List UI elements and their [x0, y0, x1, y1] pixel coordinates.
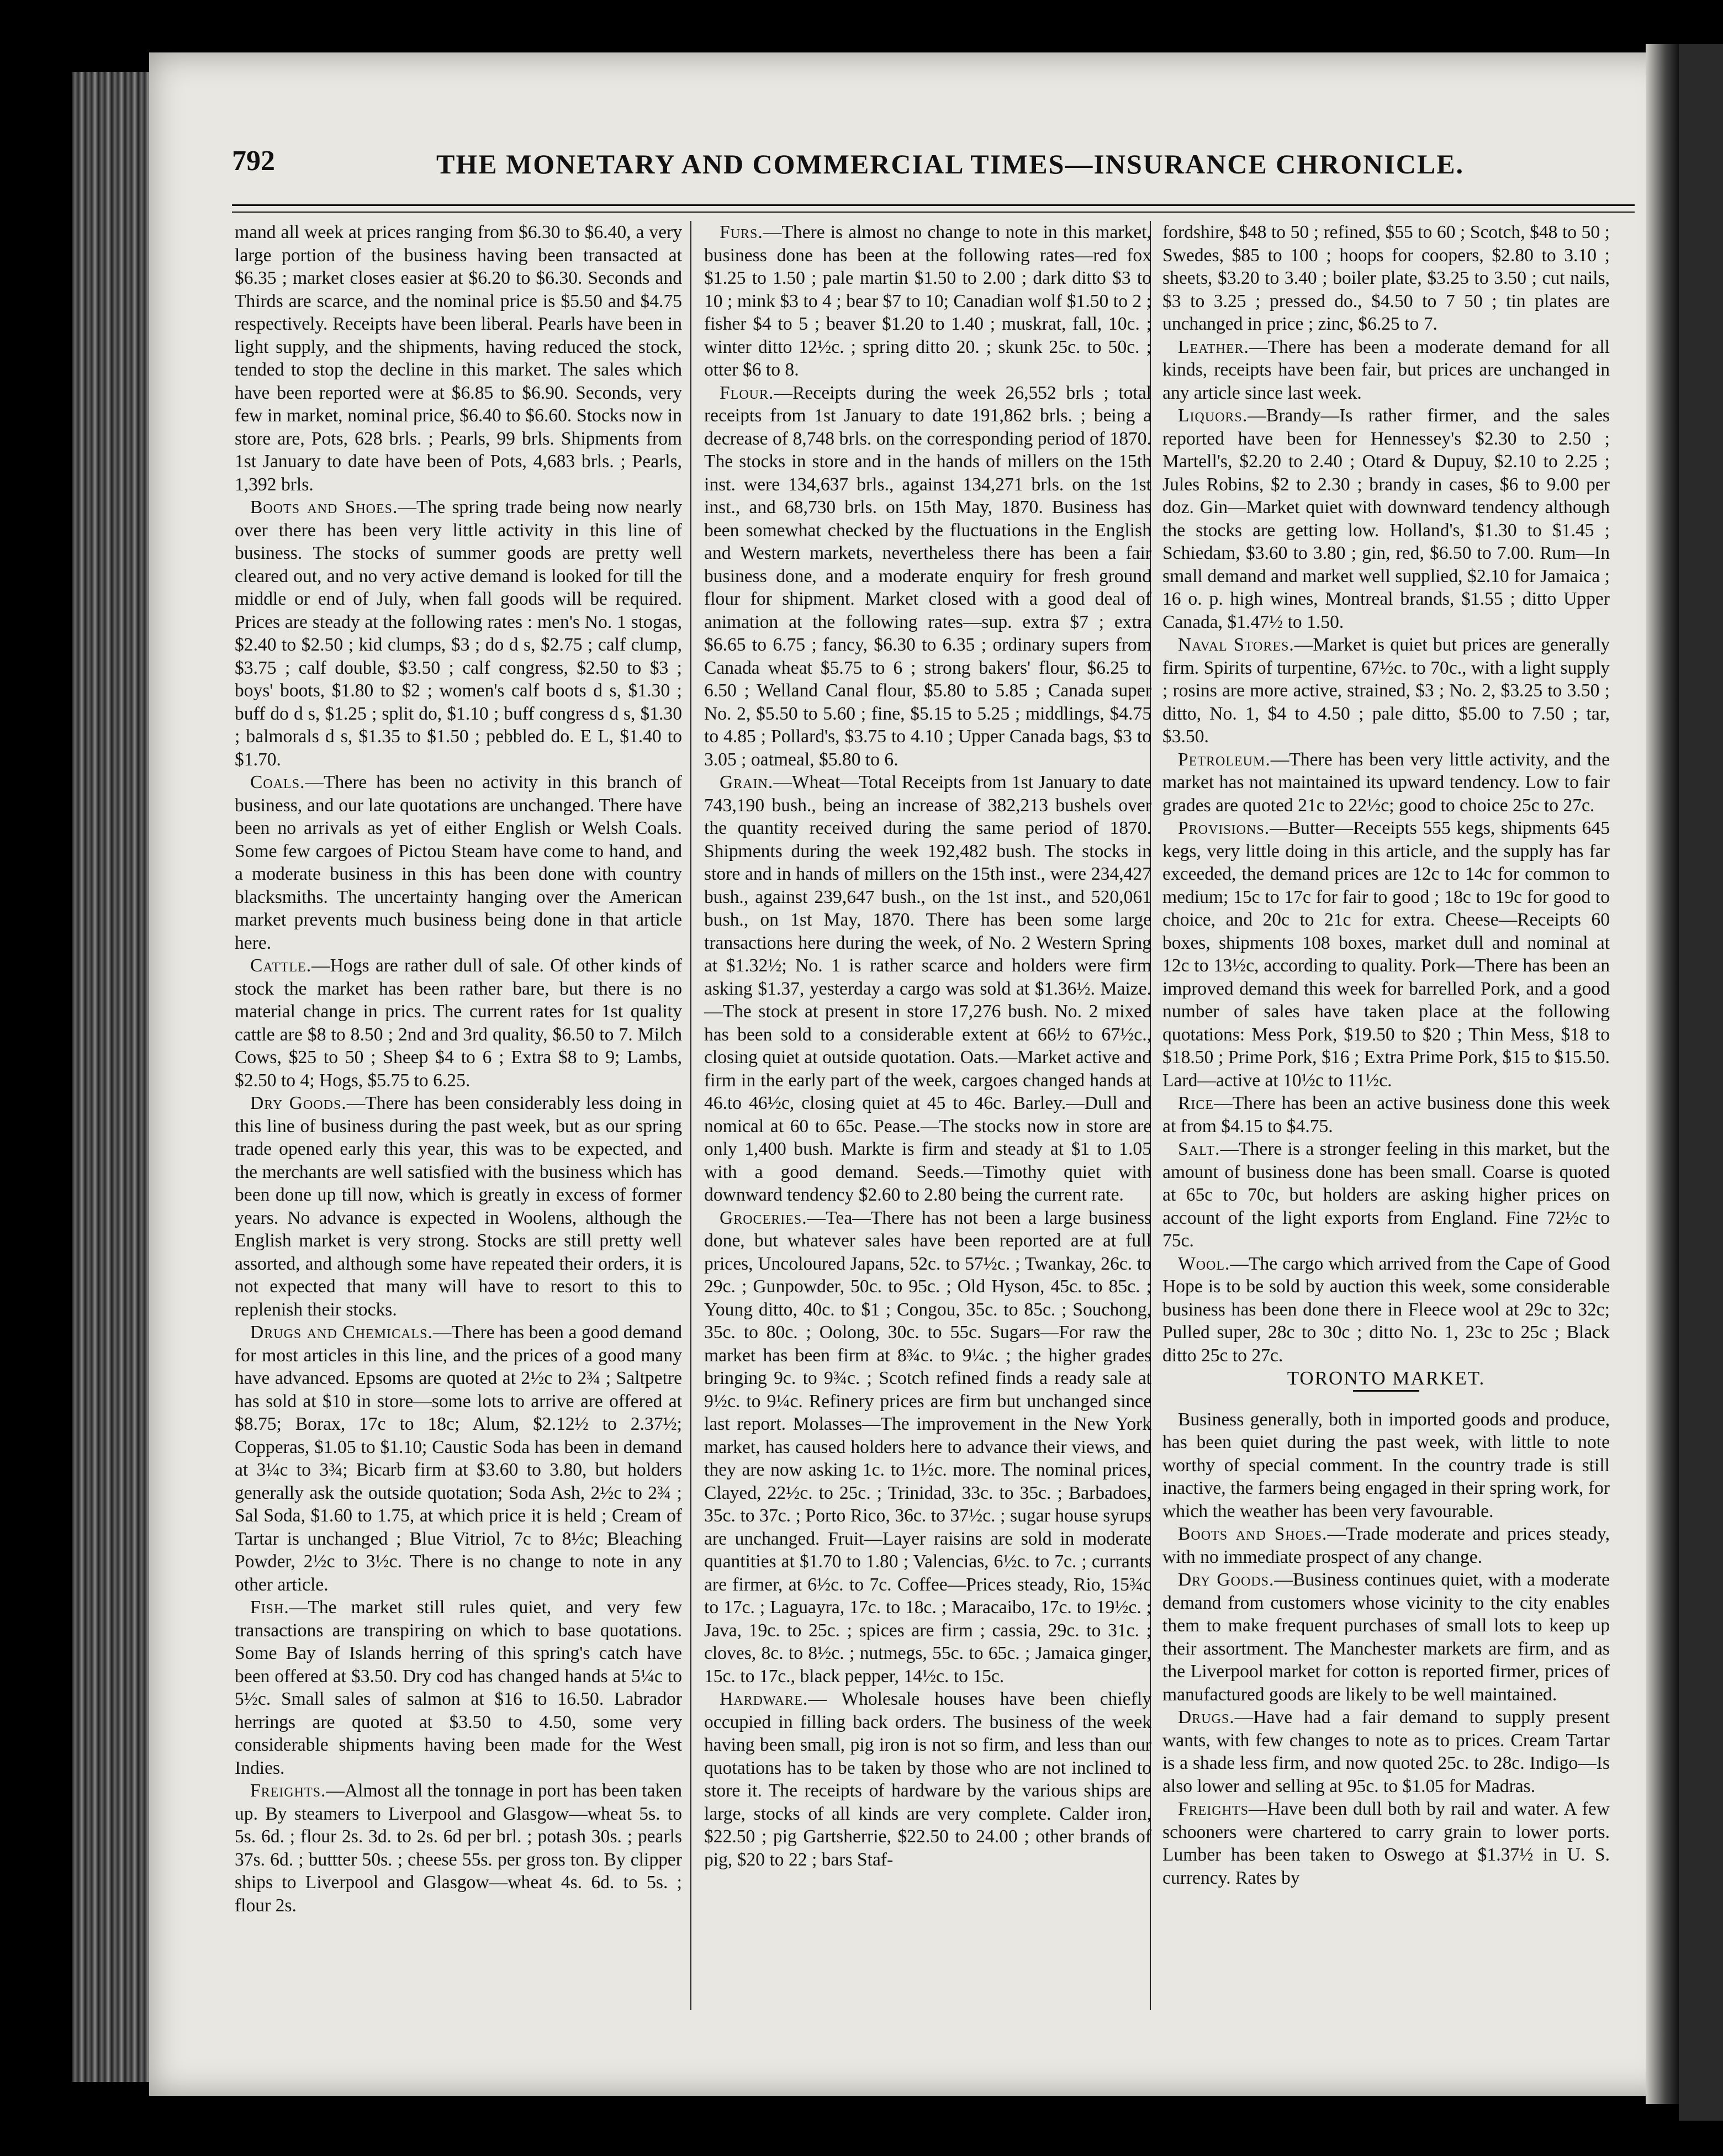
paragraph-leather — [1162, 336, 1610, 405]
paragraph-toronto-dry-goods — [1162, 1568, 1610, 1706]
section-body: —There is almost no change to note in this market, business done has been at the following rates—red fox $1.25 to 1.50 ; pale martin $1.50 to 2.00 ; dark ditto $3 to 10 ; mink $3 to 4 ; bear $7 to 10; Canadian wolf $1.50 to 2 ; fisher $4 to 5 ; beaver $1.20 to 1.40 ; muskrat, fall, 10c. ; winter ditto 12½c. ; spring ditto 20. ; skunk 25c. to 50c. ; otter $6 to 8. — [704, 222, 1151, 380]
section-body: —Butter—Receipts 555 kegs, shipments 645 kegs, very little doing in this article, and the supply has far exceeded, the demand prices are 12c to 14c for common to medium; 15c to 17c for fair to good ; 18c to 19c for good to choice, and 20c to 21c for extra. Cheese—Receipts 60 boxes, shipments 108 boxes, market dull and nominal at 12c to 13½c, according to quality. Pork—There has been an improved demand this week for barrelled Pork, and a good number of sales have taken place at the following quotations: Mess Pork, $19.50 to $20 ; Thin Mess, $18 to $18.50 ; Prime Pork, $16 ; Extra Prime Pork, $15 to $15.50. Lard—active at 10½c to 11½c. — [1162, 818, 1610, 1091]
paragraph-toronto-boots — [1162, 1523, 1610, 1568]
paragraph-dry-goods — [235, 1092, 682, 1321]
paragraph-wool — [1162, 1253, 1610, 1367]
paragraph-hardware — [704, 1688, 1151, 1871]
section-head: Drugs. — [1178, 1707, 1235, 1727]
section-head: Hardware. — [720, 1689, 808, 1709]
section-body: —There has been a good demand for most articles in this line, and the prices of a good many have advanced. Epsoms are quoted at 2½c to 2¾ ; Saltpetre has sold at $10 in store—some lots to arrive are offered at $8.75; Borax, 17c to 18c; Alum, $2.12½ to 2.37½; Copperas, $1.05 to $1.10; Caustic Soda has been in demand at 3¼c to 3¾; Bicarb firm at $3.60 to 3.80, but holders generally ask the outside quotation; Soda Ash, 2½c to 2¾ ; Sal Soda, $1.60 to 1.75, at which price it is held ; Cream of Tartar is unchanged ; Blue Vitriol, 7c to 8½c; Bleaching Powder, 2½c to 3½c. There is no change to note in any other article. — [235, 1322, 682, 1595]
book-gutter — [1646, 44, 1679, 2104]
section-body: —There has been an active business done this week at from $4.15 to $4.75. — [1162, 1093, 1610, 1137]
section-body: —Almost all the tonnage in port has been taken up. By steamers to Liverpool and Glasgow—wheat 5s. to 5s. 6d. ; flour 2s. 3d. to 2s. 6d per brl. ; potash 30s. ; pearls 37s. 6d. ; buttter 50s. ; cheese 55s. per gross ton. By clipper ships to Liverpool and Glasgow—wheat 4s. 6d. to 5s. ; flour 2s. — [235, 1780, 682, 1916]
paragraph: mand all week at prices ranging from $6.30 to $6.40, a very large portion of the business having been transacted at $6.35 ; market closes easier at $6.20 to $6.30. Seconds and Thirds are scarce, and the nominal price is $5.50 and $4.75 respectively. Receipts have been liberal. Pearls have been in light supply, and the shipments, having reduced the stock, tended to stop the decline in this market. The sales which have been reported were at $6.85 to $6.90. Seconds, very few in market, nominal price, $6.40 to $6.60. Stocks now in store are, Pots, 628 brls. ; Pearls, 99 brls. Shipments from 1st January to date have been of Pots, 4,683 brls. ; Pearls, 1,392 brls. — [235, 222, 682, 495]
section-body: —Hogs are rather dull of sale. Of other kinds of stock the market has been rather bare, but there is no material change in prics. The current rates for 1st quality cattle are $8 to 8.50 ; 2nd and 3rd quality, $6.50 to 7. Milch Cows, $25 to 50 ; Sheep $4 to 6 ; Extra $8 to 9; Lambs, $2.50 to 4; Hogs, $5.75 to 6.25. — [235, 955, 682, 1091]
section-body: —The spring trade being now nearly over there has been very little activity in this line of business. The stocks of summer goods are pretty well cleared out, and no very active demand is looked for till the middle or end of July, when fall goods will be required. Prices are steady at the following rates : men's No. 1 stogas, $2.40 to $2.50 ; kid clumps, $3 ; do d s, $2.75 ; calf clump, $3.75 ; calf double, $3.50 ; calf congress, $2.50 to $3 ; boys' boots, $1.80 to $2 ; women's calf boots d s, $1.30 ; buff do d s, $1.25 ; split do, $1.10 ; buff congress d s, $1.30 ; balmorals d s, $1.35 to $1.50 ; pebbled do. E L, $1.40 to $1.70. — [235, 497, 682, 770]
section-head: Wool. — [1178, 1253, 1230, 1274]
section-head: Fish. — [250, 1597, 289, 1618]
section-body: —There has been no activity in this branch of business, and our late quotations are unchanged. There have been no arrivals as yet of either English or Welsh Coals. Some few cargoes of Pictou Steam have come to hand, and a moderate business in this has been done with country blacksmiths. The uncertainty hanging over the American market prevents much business being done in that article here. — [235, 772, 682, 953]
header-rule — [232, 204, 1635, 213]
paragraph-salt — [1162, 1138, 1610, 1253]
section-body: —There has been very little activity, and the market has not maintained its upward tendency. Low to fair grades are quoted 21c to 22½c; good to choice 25c to 27c. — [1162, 749, 1610, 816]
section-body: —There is a stronger feeling in this market, but the amount of business done has been small. Coarse is quoted at 65c to 70c, but holders are asking higher prices on account of the light exports from England. Fine 72½c to 75c. — [1162, 1139, 1610, 1251]
section-body: —Business continues quiet, with a moderate demand from customers whose vicinity to the city enables them to make frequent purchases of small lots to keep up their assortment. The Manchester markets are firm, and as the Liverpool market for cotton is reported firmer, prices of manufactured goods are likely to be well maintained. — [1162, 1570, 1610, 1705]
section-body: —Market is quiet but prices are generally firm. Spirits of turpentine, 67½c. to 70c., with a light supply ; rosins are more active, strained, $3 ; No. 2, $3.25 to 3.50 ; ditto, No. 1, $4 to 4.50 ; pale ditto, $5.00 to 7.50 ; tar, $3.50. — [1162, 635, 1610, 747]
section-head: Coals. — [250, 772, 305, 792]
paragraph-petroleum — [1162, 748, 1610, 817]
section-body: —The market still rules quiet, and very few transactions are transpiring on which to base quotations. Some Bay of Islands herring of this spring's catch have been offered at $3.50. Dry cod has changed hands at 5¼c to 5½c. Small sales of salmon at $16 to 16.50. Labrador herrings are quoted at $3.50 to 4.50, some very considerable shipments having been made for the West Indies. — [235, 1597, 682, 1778]
paragraph-furs — [704, 221, 1151, 382]
right-page-edge — [1679, 44, 1723, 2121]
section-head: Freights — [1178, 1799, 1249, 1819]
column-rule — [690, 221, 691, 2010]
section-head: Naval Stores. — [1178, 635, 1294, 655]
column-1 — [235, 221, 682, 1917]
section-head: Furs. — [720, 222, 763, 242]
section-head: Leather. — [1178, 336, 1249, 357]
running-head: THE MONETARY AND COMMERCIAL TIMES—INSURANCE CHRONICLE. — [436, 149, 1465, 179]
page-number: 792 — [232, 145, 275, 177]
paragraph-fish — [235, 1596, 682, 1779]
toronto-market-heading: TORONTO MARKET. — [1287, 1367, 1486, 1389]
section-body: —There has been a moderate demand for all kinds, receipts have been fair, but prices are unchanged in any article since last week. — [1162, 336, 1610, 403]
paragraph-freights — [235, 1779, 682, 1917]
section-body: —Trade moderate and prices steady, with no immediate prospect of any change. — [1162, 1524, 1610, 1567]
section-body: —Tea—There has not been a large business done, but whatever sales have been reported are at full prices, Uncoloured Japans, 52c. to 57½c. ; Twankay, 26c. to 29c. ; Gunpowder, 50c. to 95c. ; Old Hyson, 45c. to 85c. ; Young ditto, 40c. to $1 ; Congou, 35c. to 85c. ; Souchong, 35c. to 80c. ; Oolong, 30c. to 55c. Sugars—For raw the market has been firm at 8¾c. to 9¼c. ; the higher grades bringing 9c. to 9¾c. ; Scotch refined finds a ready sale at 9½c. to 9¼c. Refinery prices are firm but unchanged since last report. Molasses—The improvement in the New York market, has caused holders here to advance their views, and they are now asking 1c. to 1½c. more. The nominal prices, Clayed, 22½c. to 25c. ; Trinidad, 33c. to 35c. ; Barbadoes, 35c. to 37c. ; Porto Rico, 36c. to 37½c. ; sugar house syrups are unchanged. Fruit—Layer raisins are sold in moderate quantities at $1.70 to 1.80 ; Valencias, 6½c. to 7c. ; currants are firmer, at 6½c. to 7c. Coffee—Prices steady, Rio, 15¾c to 17c. ; Laguayra, 17c. to 18c. ; Maracaibo, 17c. to 19½c. ; Java, 19c. to 25c. ; spices are firm ; cassia, 29c. to 31c. ; cloves, 8c. to 8½c. ; nutmegs, 55c. to 65c. ; Jamaica ginger, 15c. to 17c., black pepper, 14½c. to 15c. — [704, 1207, 1151, 1687]
heading-rule — [1353, 1390, 1419, 1392]
section-head: Rice — [1178, 1093, 1214, 1113]
section-body: — Wholesale houses have been chiefly occupied in filling back orders. The business of the week having been small, pig iron is not so firm, and less than our quotations has to be taken by those who are not inclined to store it. The receipts of hardware by the various ships are large, stocks of all kinds are very complete. Calder iron, $22.50 ; pig Gartsherrie, $22.50 to 24.00 ; other brands of pig, $20 to 22 ; bars Staf- — [704, 1689, 1151, 1870]
paragraph-liquors — [1162, 404, 1610, 633]
section-head: Drugs and Chemicals. — [250, 1322, 433, 1343]
section-body: —Receipts during the week 26,552 brls ; total receipts from 1st January to date 191,862 brls. ; being a decrease of 8,748 brls. on the corresponding period of 1870. The stocks in store and in the hands of millers on the 15th inst. were 134,637 brls., against 134,271 brls. on the 1st inst., and 68,730 brls. on 15th May, 1870. Business has been somewhat checked by the fluctuations in the English and Western markets, nevertheless there has been a fair business done, and a moderate enquiry for fresh ground flour for shipment. Market closed with a good deal of animation at the following rates—sup. extra $7 ; extra $6.65 to 6.75 ; fancy, $6.30 to 6.35 ; ordinary supers from Canada wheat $5.75 to 6 ; strong bakers' flour, $6.25 to 6.50 ; Welland Canal flour, $5.80 to 5.85 ; Canada super No. 2, $5.50 to 5.60 ; fine, $5.15 to 5.25 ; middlings, $4.75 to 4.85 ; Pollard's, $3.75 to 4.10 ; Upper Canada bags, $3 to 3.05 ; oatmeal, $5.80 to 6. — [704, 382, 1151, 770]
paragraph: fordshire, $48 to 50 ; refined, $55 to 60 ; Scotch, $48 to 50 ; Swedes, $85 to 100 ; hoops for coopers, $2.80 to 3.10 ; sheets, $3.20 to 3.40 ; boiler plate, $3.25 to 3.50 ; cut nails, $3 to 3.25 ; pressed do., $4.50 to 7 50 ; tin plates are unchanged in price ; zinc, $6.25 to 7. — [1162, 222, 1610, 334]
section-body: —Wheat—Total Receipts from 1st January to date 743,190 bush., being an increase of 382,213 bushels over the quantity received during the same period of 1870. Shipments during the week 192,482 bush. The stocks in store and in hands of millers on the 15th inst., were 234,427 bush., against 239,647 bush., on the 1st inst., and 520,061 bush., on 1st May, 1870. There has been some large transactions here during the week, of No. 2 Western Spring at $1.32½; No. 1 is rather scarce and holders were firm asking $1.37, yesterday a cargo was sold at $1.36½. Maize.—The stock at present in store 17,276 bush. No. 2 mixed has been sold to a considerable extent at 66½ to 67½c., closing quiet at outside quotation. Oats.—Market active and firm in the early part of the week, cargoes changed hands at 46.to 46½c, closing quiet at 45 to 46c. Barley.—Dull and nomical at 60 to 65c. Pease.—The stocks now in store are only 1,400 bush. Markte is firm and steady at $1 to 1.05 with a good demand. Seeds.—Timothy quiet with downward tendency $2.60 to 2.80 being the current rate. — [704, 772, 1151, 1205]
section-body: —Brandy—Is rather firmer, and the sales reported have been for Hennessey's $2.30 to 2.50 ; Martell's, $2.20 to 2.40 ; Otard & Dupuy, $2.10 to 2.25 ; Jules Robins, $2 to 2.30 ; brandy in cases, $6 to 9.00 per doz. Gin—Market quiet with downward tendency although the stocks are getting low. Holland's, $1.30 to $1.45 ; Schiedam, $3.60 to 3.80 ; gin, red, $6.50 to 7.00. Rum—In small demand and market well supplied, $2.10 for Jamaica ; 16 o. p. high wines, Montreal brands, $1.55 ; ditto Upper Canada, $1.47½ to 1.50. — [1162, 405, 1610, 632]
paragraph-toronto-freights — [1162, 1798, 1610, 1889]
column-3 — [1162, 221, 1610, 1889]
paragraph-drugs-and-chemicals — [235, 1321, 682, 1596]
paragraph-cattle — [235, 954, 682, 1092]
paragraph-rice — [1162, 1092, 1610, 1138]
section-body: —There has been considerably less doing in this line of business during the past week, but as our spring trade opened early this year, this was to be expected, and the merchants are well satisfied with the business which has been done up till now, which is greatly in excess of former years. No advance is expected in Woolens, although the English market is very strong. Stocks are still pretty well assorted, and although some have repeated their orders, it is not expected that many will have to resort to this to replenish their stocks. — [235, 1093, 682, 1320]
section-body: —Have been dull both by rail and water. A few schooners were chartered to carry grain to lower ports. Lumber has been taken to Oswego at $1.37½ in U. S. currency. Rates by — [1162, 1799, 1610, 1888]
paragraph-toronto-drugs — [1162, 1706, 1610, 1798]
section-head: Provisions. — [1178, 818, 1270, 838]
section-head: Dry Goods. — [1178, 1570, 1275, 1590]
section-head: Freights. — [250, 1780, 326, 1801]
section-head: Flour. — [720, 382, 774, 403]
section-head: Grain. — [720, 772, 774, 792]
paragraph-groceries — [704, 1207, 1151, 1688]
section-head: Groceries. — [720, 1207, 807, 1228]
section-head: Boots and Shoes. — [1178, 1524, 1328, 1544]
section-body: —The cargo which arrived from the Cape of Good Hope is to be sold by auction this week, some considerable business has been done there in Fleece wool at 29c to 32c; Pulled super, 28c to 30c ; ditto No. 1, 23c to 25c ; Black ditto 25c to 27c. — [1162, 1253, 1610, 1366]
section-head: Cattle. — [250, 955, 312, 976]
column-2 — [704, 221, 1151, 1871]
section-head: Boots and Shoes. — [250, 497, 398, 517]
section-head: Petroleum. — [1178, 749, 1271, 770]
section-head: Dry Goods. — [250, 1093, 347, 1113]
section-head: Salt. — [1178, 1139, 1220, 1159]
paragraph-naval-stores — [1162, 633, 1610, 748]
paragraph-toronto-intro: Business generally, both in imported goods and produce, has been quiet during the past week, with little to note worthy of special comment. In the country trade is still inactive, the farmers being engaged in their spring work, for which the weather has been very favourable. — [1162, 1409, 1610, 1521]
paragraph-flour — [704, 382, 1151, 771]
paragraph-coals — [235, 771, 682, 954]
paragraph-boots-and-shoes — [235, 496, 682, 771]
paragraph-grain — [704, 771, 1151, 1207]
section-head: Liquors. — [1178, 405, 1248, 426]
section-body: —Have had a fair demand to supply present wants, with few changes to note as to prices. Cream Tartar is a shade less firm, and now quoted 25c. to 28c. Indigo—Is also lower and selling at 95c. to $1.05 for Madras. — [1162, 1707, 1610, 1796]
paragraph-provisions — [1162, 817, 1610, 1092]
